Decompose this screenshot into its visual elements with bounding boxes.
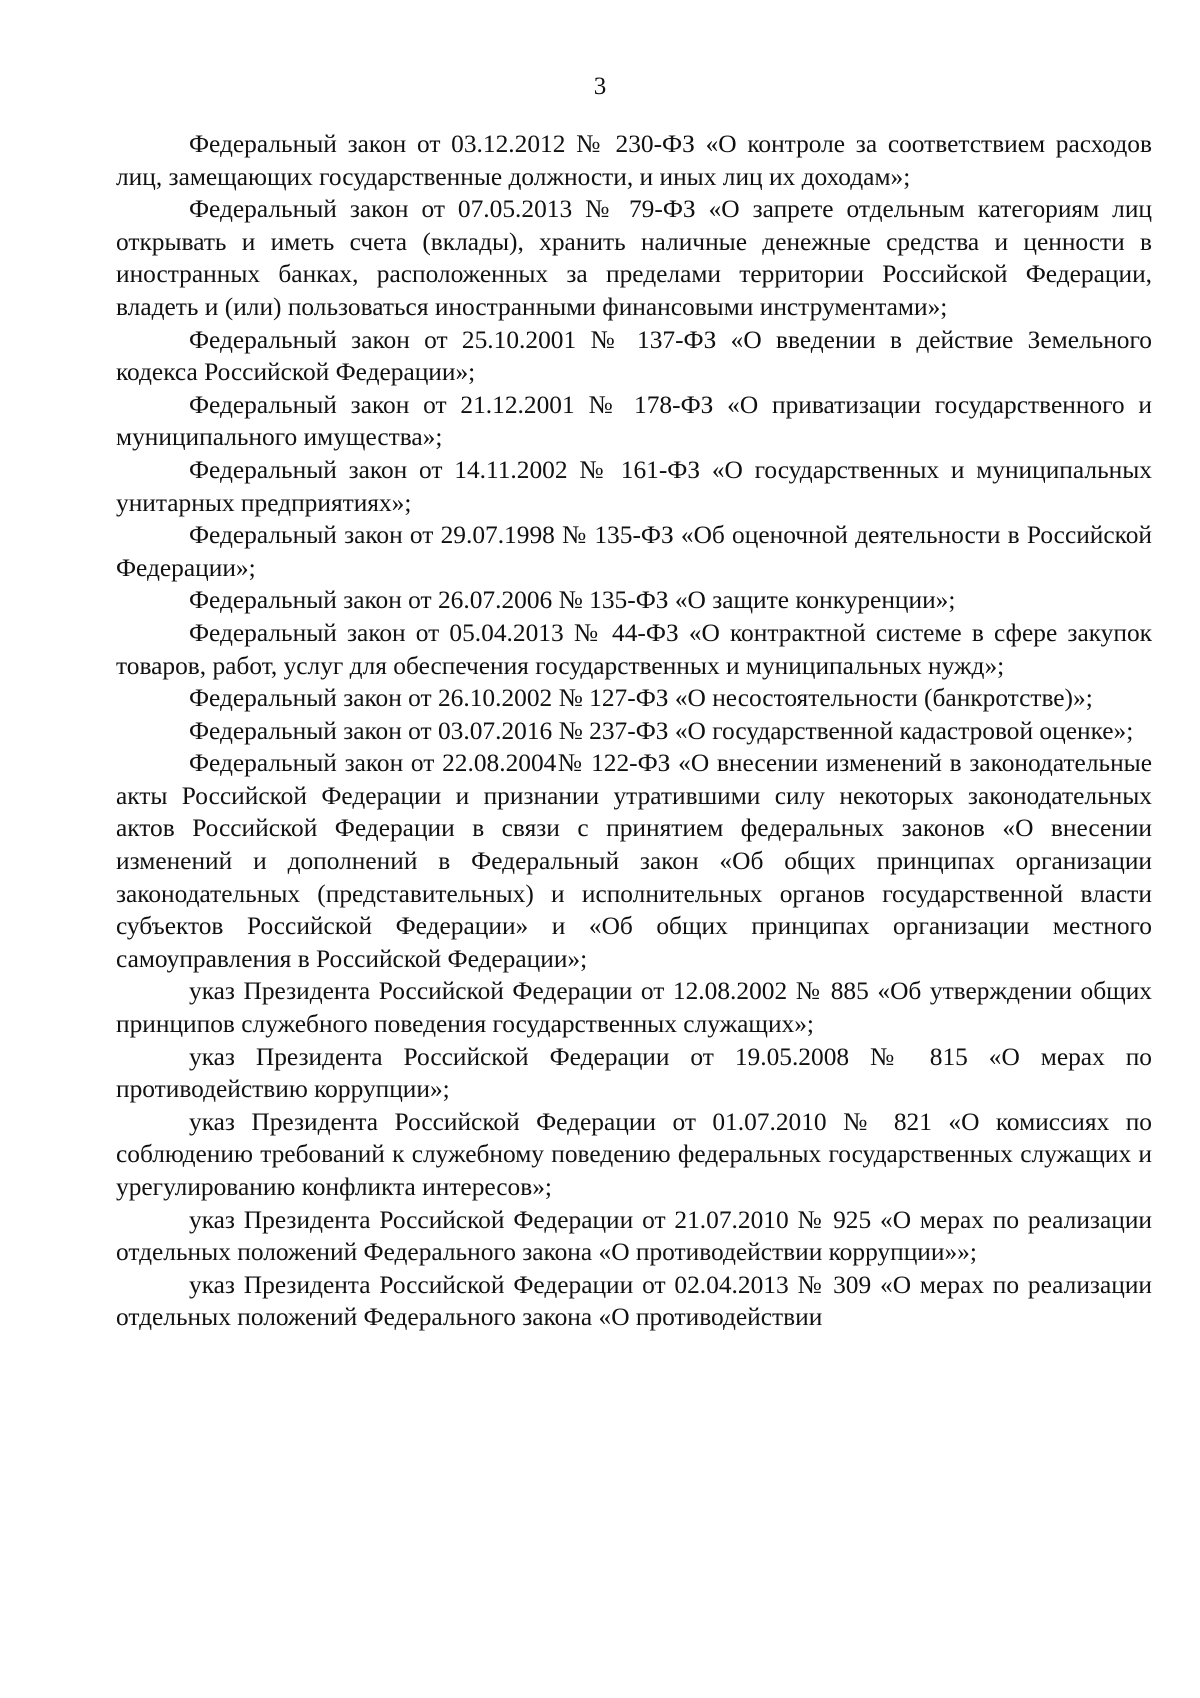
legal-act-paragraph: Федеральный закон от 03.12.2012 № 230-ФЗ «О контроле за соответствием расходов лиц, замещающих государственные должности, и иных лиц их доходам»; bbox=[116, 130, 1152, 191]
legal-act-paragraph: Федеральный закон от 03.07.2016 № 237-ФЗ «О государственной кадастровой оценке»; bbox=[189, 716, 1134, 745]
legal-act-paragraph: Федеральный закон от 25.10.2001 № 137-ФЗ «О введении в действие Земельного кодекса Российской Федерации»; bbox=[116, 325, 1152, 387]
legal-act-paragraph: Федеральный закон от 14.11.2002 № 161-ФЗ «О государственных и муниципальных унитарных предприятиях»; bbox=[116, 455, 1152, 517]
legal-act-paragraph: Федеральный закон от 07.05.2013 № 79-ФЗ «О запрете отдельным категориям лиц открывать и иметь счета (вклады), хранить наличные денежные средства и ценности в иностранных банках, расположенных за пределами территории Российской Федерации, владеть и (или) пользоваться иностранными финансовыми инструментами»; bbox=[116, 195, 1152, 321]
legal-act-paragraph: указ Президента Российской Федерации от 19.05.2008 № 815 «О мерах по противодействию коррупции»; bbox=[116, 1042, 1152, 1104]
legal-act-paragraph: указ Президента Российской Федерации от 02.04.2013 № 309 «О мерах по реализации отдельных положений Федерального закона «О противодействии bbox=[116, 1270, 1152, 1332]
page-number: 3 bbox=[593, 73, 607, 100]
legal-act-paragraph: указ Президента Российской Федерации от 21.07.2010 № 925 «О мерах по реализации отдельных положений Федерального закона «О противодействии коррупции»»; bbox=[116, 1205, 1152, 1267]
legal-act-paragraph: Федеральный закон от 26.10.2002 № 127-ФЗ «О несостоятельности (банкротстве)»; bbox=[189, 684, 1093, 713]
document-body bbox=[116, 128, 1152, 1334]
legal-act-paragraph: Федеральный закон от 29.07.1998 № 135-ФЗ «Об оценочной деятельности в Российской Федерации»; bbox=[116, 521, 1152, 582]
legal-act-paragraph: Федеральный закон от 05.04.2013 № 44-ФЗ «О контрактной системе в сфере закупок товаров, работ, услуг для обеспечения государственных и муниципальных нужд»; bbox=[116, 618, 1152, 680]
legal-act-paragraph: Федеральный закон от 26.07.2006 № 135-ФЗ «О защите конкуренции»; bbox=[189, 586, 956, 615]
legal-act-paragraph: указ Президента Российской Федерации от 01.07.2010 № 821 «О комиссиях по соблюдению требований к служебному поведению федеральных государственных служащих и урегулированию конфликта интересов»; bbox=[116, 1107, 1152, 1201]
legal-act-paragraph: Федеральный закон от 21.12.2001 № 178-ФЗ «О приватизации государственного и муниципального имущества»; bbox=[116, 390, 1152, 452]
legal-act-paragraph: Федеральный закон от 22.08.2004№ 122-ФЗ «О внесении изменений в законодательные акты Российской Федерации и признании утратившими силу некоторых законодательных актов Российской Федерации в связи с принятием федеральных законов «О внесении изменений и дополнений в Федеральный закон «Об общих принципах организации законодательных (представительных) и исполнительных органов государственной власти субъектов Российской Федерации» и «Об общих принципах организации местного самоуправления в Российской Федерации»; bbox=[116, 749, 1152, 973]
legal-act-paragraph: указ Президента Российской Федерации от 12.08.2002 № 885 «Об утверждении общих принципов служебного поведения государственных служащих»; bbox=[116, 977, 1152, 1039]
